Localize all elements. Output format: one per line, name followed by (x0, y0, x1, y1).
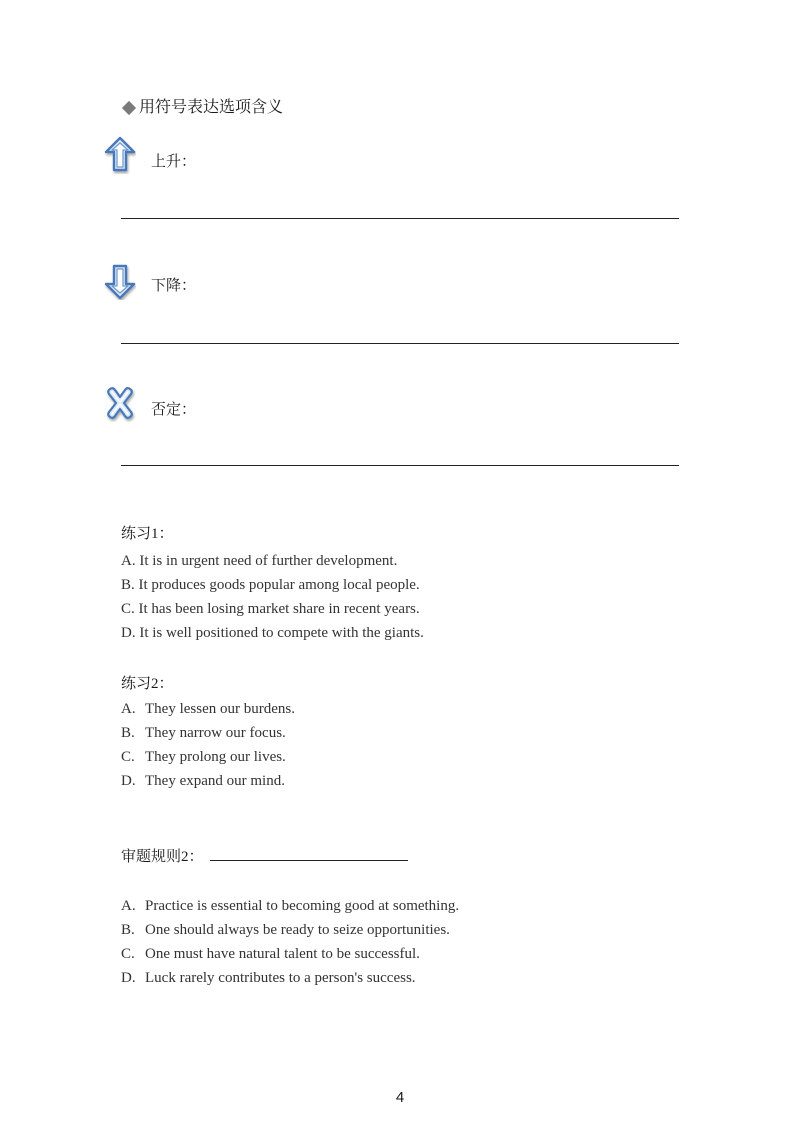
section-heading (120, 97, 283, 119)
exercise-1-option-c: C. It has been losing market share in recent years. (121, 601, 420, 617)
exercise-2-title: 练习2： (121, 676, 174, 692)
fall-label: 下降： (151, 278, 197, 294)
page-number: 4 (395, 1089, 405, 1106)
rise-label: 上升： (151, 154, 197, 170)
exercise-2-option-c: C. They prolong our lives. (121, 749, 286, 765)
answer-line-fall (121, 343, 679, 344)
exercise-2-option-a: A. They lessen our burdens. (121, 701, 295, 717)
exercise-2-option-d: D. They expand our mind. (121, 773, 285, 789)
exercise-1-option-a: A. It is in urgent need of further development. (121, 553, 398, 569)
answer-line-rise (121, 218, 679, 219)
rule-2-option-a: A. Practice is essential to becoming good at something. (121, 898, 460, 914)
exercise-1-title: 练习1： (121, 526, 174, 542)
section-heading-text: 用符号表达选项含义 (139, 99, 284, 116)
exercise-2-option-b: B. They narrow our focus. (121, 725, 286, 741)
cross-icon (104, 384, 136, 422)
answer-line-negation (121, 465, 679, 466)
rule-2-option-b: B. One should always be ready to seize opportunities. (121, 922, 450, 938)
down-arrow-icon (104, 262, 136, 300)
diamond-bullet-icon (122, 101, 136, 115)
rule-2-blank (210, 846, 408, 861)
exercise-1-option-b: B. It produces goods popular among local people. (121, 577, 420, 593)
rule-2-option-d: D. Luck rarely contributes to a person's success. (121, 970, 416, 986)
rule-2-option-c: C. One must have natural talent to be successful. (121, 946, 420, 962)
negation-label: 否定： (151, 402, 197, 418)
up-arrow-icon (104, 136, 136, 174)
rule-2-title (121, 846, 408, 867)
exercise-1-option-d: D. It is well positioned to compete with the giants. (121, 625, 424, 641)
rule-2-title-text: 审题规则2： (121, 849, 204, 865)
